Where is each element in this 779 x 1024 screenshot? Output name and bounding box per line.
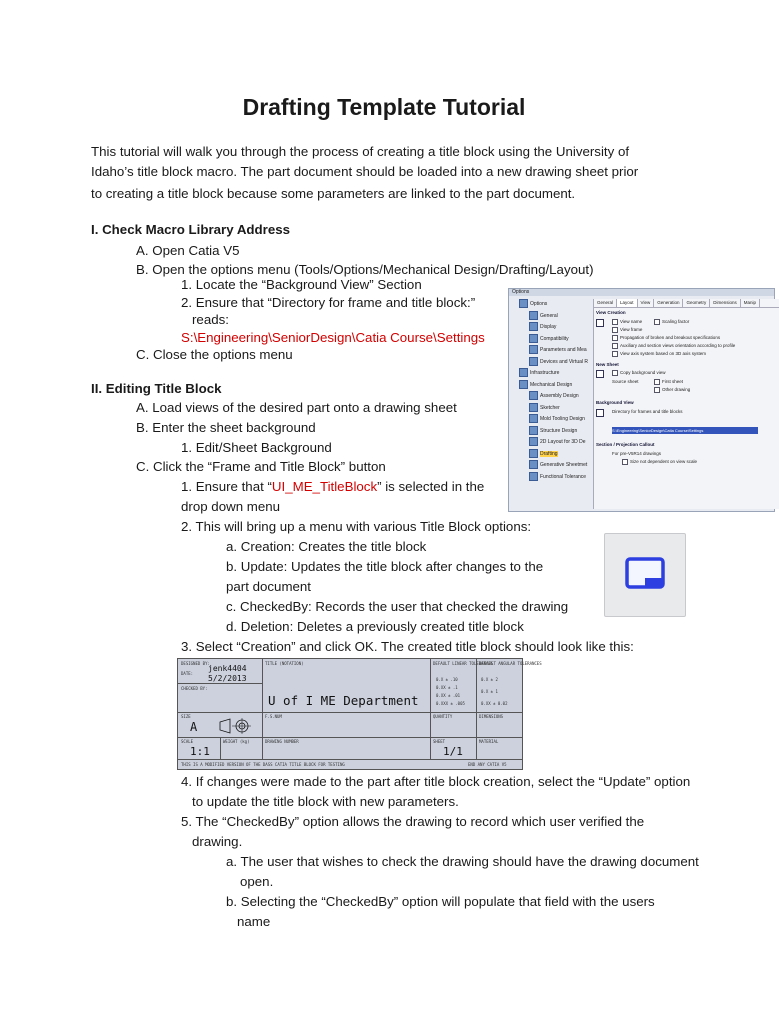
layout-icon xyxy=(529,437,538,446)
section-profile-label: Section / Projection Callout xyxy=(596,442,655,447)
step-2c4: 4. If changes were made to the part after title block creation, select the “Update” option xyxy=(181,774,691,789)
dialog-caption: Options xyxy=(509,289,774,296)
tab-general: General xyxy=(594,299,617,307)
step-2c5a-cont: open. xyxy=(240,874,274,889)
step-2c4-cont: to update the title block with new parameters. xyxy=(192,794,459,809)
tree-item: Devices and Virtual R xyxy=(511,357,591,369)
tab-layout: Layout xyxy=(617,299,638,307)
option-update: b. Update: Updates the title block after changes to the xyxy=(226,559,544,574)
step-2c5b: b. Selecting the “CheckedBy” option will populate that field with the users xyxy=(226,894,655,909)
option-checkedby: c. CheckedBy: Records the user that checked the drawing xyxy=(226,599,569,614)
angular-tolerance: 0.X ± 2 xyxy=(481,677,498,682)
scale-value: 1:1 xyxy=(190,745,210,758)
sheet-value: 1/1 xyxy=(443,745,463,758)
step-2c1-cont: drop down menu xyxy=(181,499,281,514)
step-2c: C. Click the “Frame and Title Block” button xyxy=(136,459,386,474)
directory-label: Directory for frames and title blocks xyxy=(612,409,683,414)
background-view-icon xyxy=(596,409,604,417)
sheet-label: SHEET xyxy=(433,739,446,744)
linear-tolerance: 0.X ± .10 xyxy=(436,677,458,682)
department-title: U of I ME Department xyxy=(268,693,419,708)
tab-geometry: Geometry xyxy=(683,299,710,307)
tree-item-selected: Drafting xyxy=(511,449,591,461)
settings-path: S:\Engineering\SeniorDesign\Catia Course\Settings xyxy=(181,330,485,345)
step-2b1: 1. Edit/Sheet Background xyxy=(181,440,332,455)
material-label: MATERIAL xyxy=(479,739,499,744)
pre-v5-label: For pre-V5R14 drawings xyxy=(612,451,662,456)
step-1b2: 2. Ensure that “Directory for frame and title block:” xyxy=(181,295,476,310)
step-2c2: 2. This will bring up a menu with various Title Block options: xyxy=(181,519,532,534)
mechanical-design-icon xyxy=(519,380,528,389)
step-1b2-reads: reads: xyxy=(192,312,229,327)
intro-line-3: to creating a title block because some parameters are linked to the part document. xyxy=(91,186,576,201)
tree-item: Structure Design xyxy=(511,426,591,438)
options-dialog-screenshot xyxy=(508,288,775,512)
tree-item: Options xyxy=(511,299,591,311)
tab-generation: Generation xyxy=(654,299,683,307)
size-value: A xyxy=(190,720,198,734)
first-sheet-option: First sheet xyxy=(654,379,683,385)
propagation-option: Propagation of broken and breakout specifications xyxy=(612,335,720,341)
step-2c5a: a. The user that wishes to check the drawing should have the drawing document xyxy=(226,854,699,869)
title-block-image xyxy=(177,658,542,770)
linear-tolerance: 0.XX ± .1 xyxy=(436,685,458,690)
devices-icon xyxy=(529,357,538,366)
tab-dimensions: Dimensions xyxy=(710,299,741,307)
parameters-icon xyxy=(529,345,538,354)
new-sheet-label: New Sheet xyxy=(596,362,619,367)
default-linear-label: DEFAULT LINEAR TOLERANCES xyxy=(433,661,494,666)
designer-name: jenk4404 xyxy=(208,664,247,673)
projection-symbol-icon xyxy=(218,717,252,735)
view-axis-option: View axis system based on 3D axis system xyxy=(612,351,706,357)
view-creation-icon xyxy=(596,319,604,327)
options-tabs xyxy=(594,299,779,308)
tree-item: Mold Tooling Design xyxy=(511,414,591,426)
tree-item: 2D Layout for 3D De xyxy=(511,437,591,449)
section-1-heading: I. Check Macro Library Address xyxy=(91,222,291,237)
step-2b: B. Enter the sheet background xyxy=(136,420,316,435)
step-2a: A. Load views of the desired part onto a drawing sheet xyxy=(136,400,457,415)
default-angular-label: DEFAULT ANGULAR TOLERANCES xyxy=(479,661,542,666)
options-tree xyxy=(511,299,591,509)
display-icon xyxy=(529,322,538,331)
option-update-cont: part document xyxy=(226,579,312,594)
designed-by-label: DESIGNED BY: xyxy=(181,661,210,666)
copy-bg-option: Copy background view xyxy=(612,370,666,376)
option-creation: a. Creation: Creates the title block xyxy=(226,539,427,554)
angular-tolerance: 0.XX ± 0.02 xyxy=(481,701,508,706)
assembly-icon xyxy=(529,391,538,400)
other-drawing-option: Other drawing xyxy=(654,387,690,393)
tree-item: Infrastructure xyxy=(511,368,591,380)
tree-item: Functional Tolerance xyxy=(511,472,591,484)
frame-title-block-icon xyxy=(605,534,685,616)
structure-icon xyxy=(529,426,538,435)
tree-item: Generative Sheetmet xyxy=(511,460,591,472)
mold-icon xyxy=(529,414,538,423)
title-block-footer: THIS IS A MODIFIED VERSION OF THE DASS CATIA TITLE BLOCK FOR TESTING xyxy=(181,762,345,767)
sketcher-icon xyxy=(529,403,538,412)
tree-item: Display xyxy=(511,322,591,334)
frame-title-block-button-image xyxy=(604,533,686,617)
section-2-heading: II. Editing Title Block xyxy=(91,381,222,396)
step-1c: C. Close the options menu xyxy=(136,347,293,362)
source-sheet-label: Source sheet xyxy=(612,379,639,384)
tree-item: Sketcher xyxy=(511,403,591,415)
tree-item: Parameters and Mea xyxy=(511,345,591,357)
intro-line-2: Idaho’s title block macro. The part document should be loaded into a new drawing sheet prior xyxy=(91,164,639,179)
step-1b: B. Open the options menu (Tools/Options/Mechanical Design/Drafting/Layout) xyxy=(136,262,594,277)
auxiliary-option: Auxiliary and section views orientation according to profile xyxy=(612,343,735,349)
step-2c3: 3. Select “Creation” and click OK. The created title block should look like this: xyxy=(181,639,634,654)
directory-path-field: S:\Engineering\SeniorDesign\Catia Course\Settings xyxy=(612,427,758,434)
scale-label: SCALE xyxy=(181,739,194,744)
tree-item: Mechanical Design xyxy=(511,380,591,392)
scaling-factor-option: Scaling factor xyxy=(654,319,689,325)
view-frame-option: View frame xyxy=(612,327,642,333)
step-1b1: 1. Locate the “Background View” Section xyxy=(181,277,422,292)
fsum-label: F.S.NUM xyxy=(265,714,282,719)
drawing-number-label: DRAWING NUMBER xyxy=(265,739,299,744)
tab-view: View xyxy=(638,299,655,307)
size-label: SIZE xyxy=(181,714,191,719)
angular-tolerance: 0.X ± 1 xyxy=(481,689,498,694)
general-icon xyxy=(529,311,538,320)
tree-item: Assembly Design xyxy=(511,391,591,403)
step-2c5b-cont: name xyxy=(237,914,271,929)
date-value: 5/2/2013 xyxy=(208,674,247,683)
step-2c5: 5. The “CheckedBy” option allows the drawing to record which user verified the xyxy=(181,814,645,829)
intro-line-1: This tutorial will walk you through the process of creating a title block using the University of xyxy=(91,144,630,159)
view-name-option: View name xyxy=(612,319,642,325)
drafting-icon xyxy=(529,449,538,458)
step-1a: A. Open Catia V5 xyxy=(136,243,240,258)
title-block-footer-right: END ANY CATIA V5 xyxy=(468,762,507,767)
linear-tolerance: 0.XX ± .01 xyxy=(436,693,461,698)
options-panel xyxy=(593,299,779,509)
view-creation-label: View Creation xyxy=(596,310,626,315)
linear-tolerance: 0.XXX ± .005 xyxy=(436,701,465,706)
tolerance-icon xyxy=(529,472,538,481)
option-deletion: d. Deletion: Deletes a previously created title block xyxy=(226,619,524,634)
size-not-dependent-option: Size not dependent on view scale xyxy=(622,459,697,465)
date-label: DATE: xyxy=(181,671,194,676)
titleblock-name: UI_ME_TitleBlock xyxy=(271,479,378,494)
new-sheet-icon xyxy=(596,370,604,378)
dimensions-label: DIMENSIONS xyxy=(479,714,504,719)
folder-icon xyxy=(519,299,528,308)
title-label: TITLE (NOTATION) xyxy=(265,661,304,666)
compatibility-icon xyxy=(529,334,538,343)
background-view-label: Background View xyxy=(596,400,634,405)
checked-by-label: CHECKED BY: xyxy=(181,686,208,691)
page-title: Drafting Template Tutorial xyxy=(242,94,526,120)
tree-item: General xyxy=(511,311,591,323)
tab-manip: Manip xyxy=(741,299,760,307)
weight-label: WEIGHT (kg) xyxy=(223,739,250,744)
step-2c1: 1. Ensure that “UI_ME_TitleBlock” is selected in the xyxy=(181,479,485,494)
quantity-label: QUANTITY xyxy=(433,714,453,719)
sheetmetal-icon xyxy=(529,460,538,469)
tree-item: Compatibility xyxy=(511,334,591,346)
step-2c5-cont: drawing. xyxy=(192,834,243,849)
infrastructure-icon xyxy=(519,368,528,377)
